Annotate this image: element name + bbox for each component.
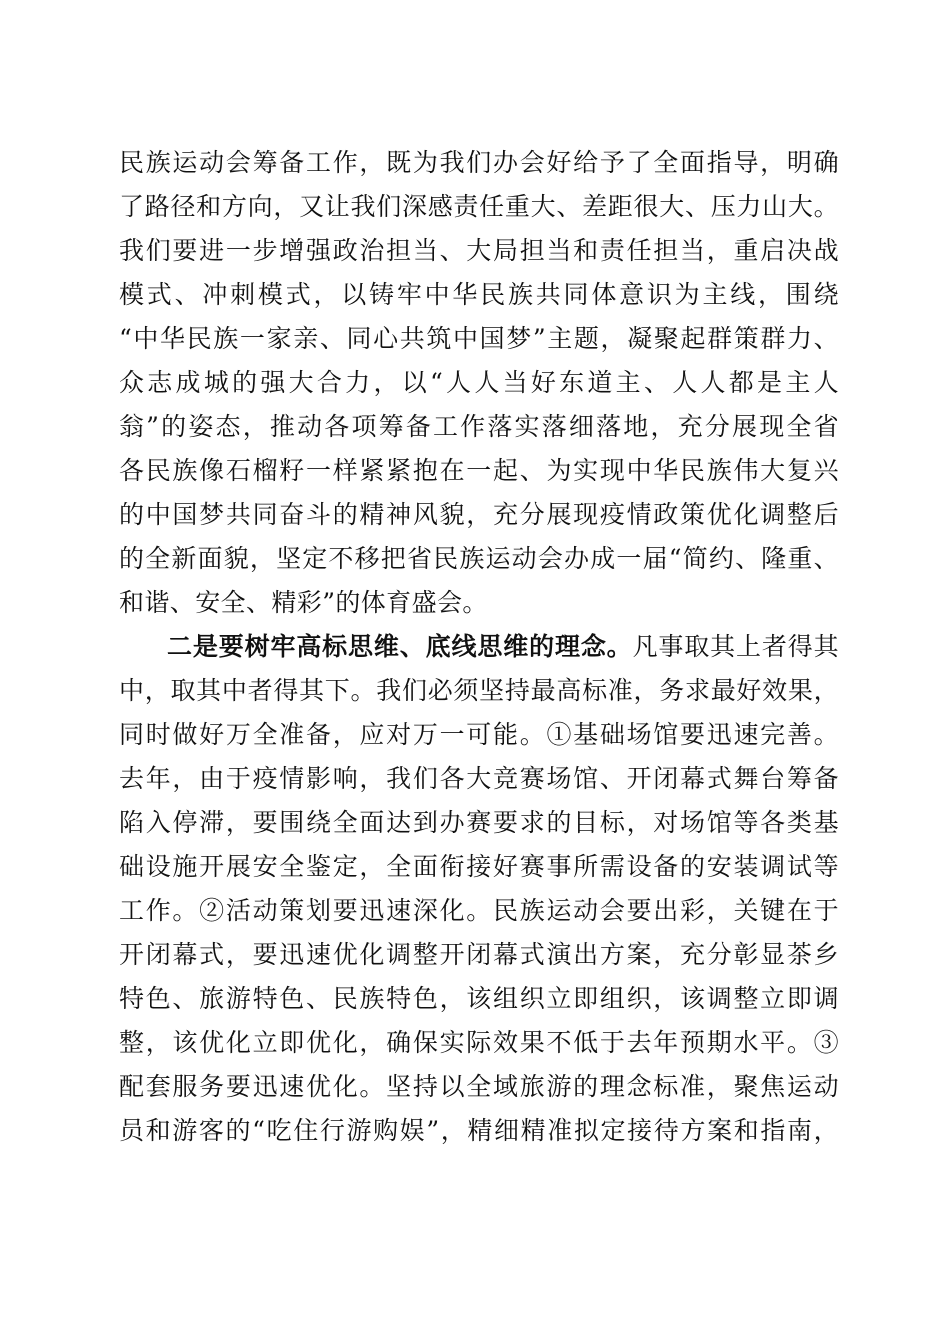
text-line: 同时做好万全准备，应对万一可能。①基础场馆要迅速完善。 [119, 720, 839, 749]
document-body [119, 141, 839, 1153]
text-line: 特色、旅游特色、民族特色，该组织立即组织，该调整立即调 [119, 984, 839, 1013]
text-run: 凡事取其上者得其 [632, 632, 840, 661]
text-line: 模式、冲刺模式，以铸牢中华民族共同体意识为主线，围绕 [119, 280, 839, 309]
text-line: 了路径和方向，又让我们深感责任重大、差距很大、压力山大。 [119, 192, 839, 221]
text-line: 的全新面貌，坚定不移把省民族运动会办成一届“简约、隆重、 [119, 544, 839, 573]
text-line: 我们要进一步增强政治担当、大局担当和责任担当，重启决战 [119, 236, 839, 265]
text-line: 员和游客的“吃住行游购娱”，精细精准拟定接待方案和指南， [119, 1116, 839, 1145]
text-line: 去年，由于疫情影响，我们各大竞赛场馆、开闭幕式舞台筹备 [119, 764, 839, 793]
text-line: 陷入停滞，要围绕全面达到办赛要求的目标，对场馆等各类基 [119, 808, 839, 837]
text-line: “中华民族一家亲、同心共筑中国梦”主题，凝聚起群策群力、 [119, 324, 839, 353]
text-line: 和谐、安全、精彩”的体育盛会。 [119, 588, 488, 617]
text-line: 工作。②活动策划要迅速深化。民族运动会要出彩，关键在于 [119, 896, 839, 925]
text-line: 的中国梦共同奋斗的精神风貌，充分展现疫情政策优化调整后 [119, 500, 839, 529]
paragraph-2 [119, 625, 839, 1153]
text-line: 整，该优化立即优化，确保实际效果不低于去年预期水平。③ [119, 1028, 839, 1057]
text-line: 民族运动会筹备工作，既为我们办会好给予了全面指导，明确 [119, 148, 839, 177]
paragraph-first-line [119, 625, 839, 669]
text-line: 配套服务要迅速优化。坚持以全域旅游的理念标准，聚焦运动 [119, 1072, 839, 1101]
text-line: 翁”的姿态，推动各项筹备工作落实落细落地，充分展现全省 [119, 412, 839, 441]
text-line: 众志成城的强大合力，以“人人当好东道主、人人都是主人 [119, 368, 839, 397]
paragraph-heading: 二是要树牢高标思维、底线思维的理念。 [167, 632, 633, 661]
text-line: 中，取其中者得其下。我们必须坚持最高标准，务求最好效果， [119, 676, 839, 705]
paragraph-1 [119, 141, 839, 625]
text-line: 础设施开展安全鉴定，全面衔接好赛事所需设备的安装调试等 [119, 852, 839, 881]
text-line: 各民族像石榴籽一样紧紧抱在一起、为实现中华民族伟大复兴 [119, 456, 839, 485]
text-line: 开闭幕式，要迅速优化调整开闭幕式演出方案，充分彰显茶乡 [119, 940, 839, 969]
